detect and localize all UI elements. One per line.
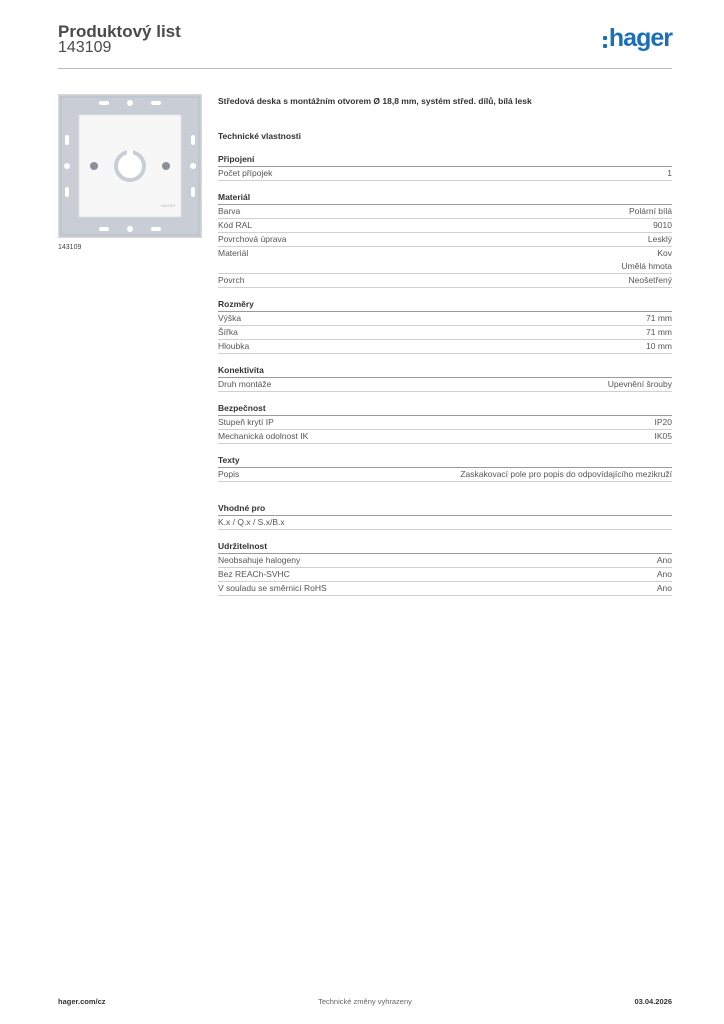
- property-value: [646, 326, 672, 339]
- property-section: [218, 363, 672, 392]
- property-value-line: Umělá hmota: [621, 261, 672, 271]
- section-title: Bezpečnost: [218, 401, 672, 416]
- property-value-line: Ano: [656, 555, 672, 565]
- section-title: Připojení: [218, 152, 672, 167]
- property-value: [608, 378, 672, 391]
- property-label: Mechanická odolnost IK: [218, 431, 309, 441]
- property-label: Hloubka: [218, 341, 250, 351]
- logo-dots-icon: [603, 36, 607, 48]
- property-section: [218, 190, 672, 288]
- property-value-line: Ano: [656, 583, 672, 593]
- property-label: Kód RAL: [218, 220, 253, 230]
- document-title: Produktový list: [58, 22, 181, 41]
- property-value: [667, 167, 672, 180]
- center-plate-illustration: [59, 95, 201, 237]
- page-header: [58, 22, 672, 69]
- section-title: Vhodné pro: [218, 501, 672, 516]
- property-value: [653, 219, 672, 232]
- property-section: [218, 401, 672, 444]
- property-row: [218, 568, 672, 582]
- property-label: K.x / Q.x / S.x/B.x: [218, 517, 285, 527]
- property-row: [218, 340, 672, 354]
- property-label: Povrch: [218, 275, 245, 285]
- property-row: [218, 378, 672, 392]
- page-footer: [58, 997, 672, 1011]
- property-row: [218, 416, 672, 430]
- property-value-line: Neošetřený: [628, 275, 672, 285]
- footer-website: hager.com/cz: [58, 997, 106, 1006]
- section-title: Konektivita: [218, 363, 672, 378]
- property-value-line: 71 mm: [646, 327, 672, 337]
- property-value-line: 1: [667, 168, 672, 178]
- property-label: Druh montáže: [218, 379, 272, 389]
- property-row: [218, 430, 672, 444]
- property-value-line: Lesklý: [647, 234, 672, 244]
- property-value-line: IK05: [654, 431, 672, 441]
- logo-text: hager: [608, 24, 672, 52]
- property-value: [657, 582, 672, 595]
- property-sections: [218, 152, 672, 596]
- property-row: [218, 247, 672, 274]
- section-title: Materiál: [218, 190, 672, 205]
- section-title: Rozměry: [218, 297, 672, 312]
- property-value-line: Zaskakovací pole pro popis do odpovídajícího mezikruží: [460, 469, 672, 479]
- property-value: [648, 233, 672, 246]
- image-caption: 143109: [58, 244, 82, 251]
- hager-logo: [603, 26, 672, 51]
- property-value: [657, 554, 672, 567]
- property-row: [218, 274, 672, 288]
- property-label: Bez REACh-SVHC: [218, 569, 290, 579]
- property-row: [218, 205, 672, 219]
- property-value-line: IP20: [654, 417, 672, 427]
- property-section: [218, 152, 672, 181]
- property-value: [646, 340, 672, 353]
- property-section: [218, 501, 672, 530]
- section-title: Texty: [218, 453, 672, 468]
- property-value: [655, 430, 673, 443]
- product-number: 143109: [58, 39, 112, 56]
- property-section: [218, 539, 672, 596]
- section-title: Udržitelnost: [218, 539, 672, 554]
- property-label: Popis: [218, 469, 240, 479]
- property-value-line: 10 mm: [646, 341, 672, 351]
- property-row: [218, 326, 672, 340]
- property-value: [657, 568, 672, 581]
- property-label: Výška: [218, 313, 242, 323]
- property-label: V souladu se směrnicí RoHS: [218, 583, 327, 593]
- property-row: [218, 167, 672, 181]
- property-value: [655, 416, 673, 429]
- property-value: [646, 312, 672, 325]
- property-label: Šířka: [218, 327, 238, 337]
- property-label: Neobsahuje halogeny: [218, 555, 301, 565]
- property-value-line: 9010: [653, 220, 672, 230]
- property-label: Materiál: [218, 248, 249, 258]
- property-section: [218, 453, 672, 482]
- property-value: [460, 468, 672, 481]
- property-value-line: Ano: [656, 569, 672, 579]
- property-row: [218, 312, 672, 326]
- property-value: [629, 205, 672, 218]
- property-section: [218, 297, 672, 354]
- property-label: Povrchová úprava: [218, 234, 287, 244]
- property-row: [218, 468, 672, 482]
- product-image: [58, 94, 202, 238]
- product-description: Středová deska s montážním otvorem Ø 18,8 mm, systém střed. dílů, bílá lesk: [218, 96, 532, 106]
- property-value-line: 71 mm: [646, 313, 672, 323]
- property-value-line: Polární bílá: [629, 206, 672, 216]
- footer-date: 03.04.2026: [634, 997, 672, 1006]
- property-label: Barva: [218, 206, 241, 216]
- property-row: [218, 554, 672, 568]
- property-row: [218, 233, 672, 247]
- plate-brand-text: HAGER: [161, 203, 176, 208]
- property-row: [218, 219, 672, 233]
- property-label: Počet přípojek: [218, 168, 273, 178]
- technical-properties-heading: Technické vlastnosti: [218, 131, 301, 141]
- property-value: [629, 274, 672, 287]
- product-content: [218, 94, 672, 596]
- property-value-line: Upevnění šrouby: [607, 379, 672, 389]
- footer-note: Technické změny vyhrazeny: [318, 997, 412, 1006]
- property-row: [218, 516, 672, 530]
- property-row: [218, 582, 672, 596]
- property-value-line: Kov: [657, 248, 672, 258]
- property-value: [621, 247, 672, 273]
- property-label: Stupeň krytí IP: [218, 417, 274, 427]
